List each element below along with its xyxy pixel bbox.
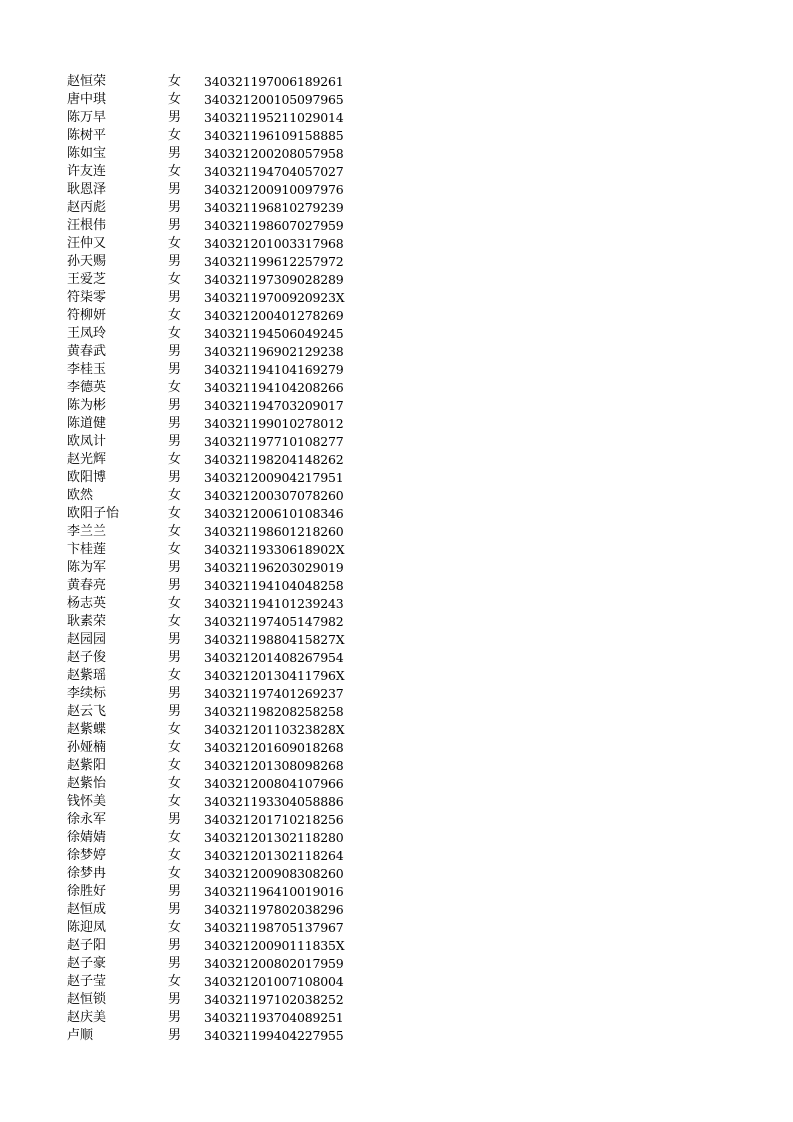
person-id-number: 34032120130411796X bbox=[204, 668, 345, 683]
person-sex: 男 bbox=[168, 902, 182, 917]
person-name: 欧阳子怡 bbox=[67, 506, 120, 521]
person-sex: 女 bbox=[168, 236, 182, 251]
person-sex: 男 bbox=[168, 992, 182, 1007]
person-name: 徐永军 bbox=[67, 812, 107, 827]
person-name: 耿恩泽 bbox=[67, 182, 107, 197]
table-row bbox=[67, 991, 387, 1009]
table-row bbox=[67, 325, 387, 343]
table-row bbox=[67, 883, 387, 901]
person-sex: 女 bbox=[168, 920, 182, 935]
table-row bbox=[67, 199, 387, 217]
table-row bbox=[67, 973, 387, 991]
person-sex: 女 bbox=[168, 614, 182, 629]
table-row bbox=[67, 937, 387, 955]
person-sex: 女 bbox=[168, 524, 182, 539]
person-name: 孙娅楠 bbox=[67, 740, 107, 755]
person-name: 杨志英 bbox=[67, 596, 107, 611]
person-sex: 男 bbox=[168, 416, 182, 431]
person-id-number: 340321197401269237 bbox=[204, 686, 344, 701]
person-name: 赵子莹 bbox=[67, 974, 107, 989]
person-sex: 男 bbox=[168, 884, 182, 899]
table-row bbox=[67, 109, 387, 127]
person-id-number: 340321198601218260 bbox=[204, 524, 344, 539]
person-name: 陈树平 bbox=[67, 128, 107, 143]
table-row bbox=[67, 163, 387, 181]
person-id-number: 340321198705137967 bbox=[204, 920, 344, 935]
person-id-number: 340321197802038296 bbox=[204, 902, 344, 917]
person-name: 赵紫瑶 bbox=[67, 668, 107, 683]
person-id-number: 340321199404227955 bbox=[204, 1028, 344, 1043]
person-name: 徐梦冉 bbox=[67, 866, 107, 881]
table-row bbox=[67, 91, 387, 109]
table-row bbox=[67, 685, 387, 703]
person-sex: 女 bbox=[168, 452, 182, 467]
person-id-number: 340321197309028289 bbox=[204, 272, 344, 287]
person-name: 黄春武 bbox=[67, 344, 107, 359]
person-sex: 女 bbox=[168, 74, 182, 89]
person-name: 卢顺 bbox=[67, 1028, 94, 1043]
table-row bbox=[67, 127, 387, 145]
person-name: 黄春亮 bbox=[67, 578, 107, 593]
person-id-number: 340321201302118280 bbox=[204, 830, 344, 845]
person-sex: 男 bbox=[168, 938, 182, 953]
person-id-number: 340321196810279239 bbox=[204, 200, 344, 215]
person-name: 欧然 bbox=[67, 488, 94, 503]
person-name: 赵紫阳 bbox=[67, 758, 107, 773]
person-list bbox=[67, 73, 387, 1045]
person-name: 汪根伟 bbox=[67, 218, 107, 233]
person-name: 赵云飞 bbox=[67, 704, 107, 719]
person-sex: 男 bbox=[168, 110, 182, 125]
person-id-number: 340321194704057027 bbox=[204, 164, 344, 179]
person-name: 赵丙彪 bbox=[67, 200, 107, 215]
table-row bbox=[67, 73, 387, 91]
person-sex: 男 bbox=[168, 218, 182, 233]
person-id-number: 340321193704089251 bbox=[204, 1010, 344, 1025]
person-name: 孙天赐 bbox=[67, 254, 107, 269]
person-sex: 女 bbox=[168, 488, 182, 503]
person-name: 赵子豪 bbox=[67, 956, 107, 971]
person-sex: 男 bbox=[168, 470, 182, 485]
person-id-number: 340321196203029019 bbox=[204, 560, 344, 575]
person-id-number: 340321200904217951 bbox=[204, 470, 344, 485]
table-row bbox=[67, 415, 387, 433]
table-row bbox=[67, 919, 387, 937]
person-name: 李桂玉 bbox=[67, 362, 107, 377]
person-sex: 男 bbox=[168, 434, 182, 449]
person-sex: 男 bbox=[168, 956, 182, 971]
table-row bbox=[67, 505, 387, 523]
table-row bbox=[67, 361, 387, 379]
person-sex: 女 bbox=[168, 758, 182, 773]
person-id-number: 340321197102038252 bbox=[204, 992, 344, 1007]
person-id-number: 340321200105097965 bbox=[204, 92, 344, 107]
person-name: 赵子阳 bbox=[67, 938, 107, 953]
person-sex: 男 bbox=[168, 398, 182, 413]
person-name: 赵恒荣 bbox=[67, 74, 107, 89]
table-row bbox=[67, 217, 387, 235]
person-name: 符柳妍 bbox=[67, 308, 107, 323]
table-row bbox=[67, 343, 387, 361]
table-row bbox=[67, 487, 387, 505]
person-id-number: 340321201408267954 bbox=[204, 650, 344, 665]
person-id-number: 340321200401278269 bbox=[204, 308, 344, 323]
person-id-number: 34032119330618902X bbox=[204, 542, 345, 557]
person-id-number: 340321200208057958 bbox=[204, 146, 344, 161]
person-sex: 男 bbox=[168, 290, 182, 305]
person-id-number: 340321199612257972 bbox=[204, 254, 344, 269]
table-row bbox=[67, 451, 387, 469]
person-id-number: 340321198204148262 bbox=[204, 452, 344, 467]
person-id-number: 340321194104169279 bbox=[204, 362, 344, 377]
person-name: 欧阳博 bbox=[67, 470, 107, 485]
person-id-number: 340321200307078260 bbox=[204, 488, 344, 503]
table-row bbox=[67, 523, 387, 541]
person-id-number: 340321194101239243 bbox=[204, 596, 344, 611]
person-sex: 女 bbox=[168, 128, 182, 143]
person-name: 徐婧婧 bbox=[67, 830, 107, 845]
table-row bbox=[67, 379, 387, 397]
person-name: 赵庆美 bbox=[67, 1010, 107, 1025]
person-name: 陈道健 bbox=[67, 416, 107, 431]
table-row bbox=[67, 847, 387, 865]
person-sex: 女 bbox=[168, 164, 182, 179]
person-sex: 男 bbox=[168, 182, 182, 197]
table-row bbox=[67, 703, 387, 721]
person-sex: 男 bbox=[168, 362, 182, 377]
person-sex: 女 bbox=[168, 776, 182, 791]
person-id-number: 340321194703209017 bbox=[204, 398, 344, 413]
person-sex: 女 bbox=[168, 668, 182, 683]
person-sex: 男 bbox=[168, 686, 182, 701]
person-name: 李兰兰 bbox=[67, 524, 107, 539]
person-id-number: 340321201003317968 bbox=[204, 236, 344, 251]
person-id-number: 340321200908308260 bbox=[204, 866, 344, 881]
table-row bbox=[67, 541, 387, 559]
person-name: 赵恒成 bbox=[67, 902, 107, 917]
person-id-number: 340321198208258258 bbox=[204, 704, 344, 719]
person-sex: 女 bbox=[168, 542, 182, 557]
person-id-number: 340321200804107966 bbox=[204, 776, 344, 791]
person-sex: 女 bbox=[168, 308, 182, 323]
table-row bbox=[67, 1027, 387, 1045]
person-name: 陈为军 bbox=[67, 560, 107, 575]
person-id-number: 340321194104048258 bbox=[204, 578, 344, 593]
person-id-number: 34032119700920923X bbox=[204, 290, 345, 305]
person-id-number: 340321201302118264 bbox=[204, 848, 344, 863]
person-sex: 女 bbox=[168, 326, 182, 341]
table-row bbox=[67, 181, 387, 199]
table-row bbox=[67, 775, 387, 793]
person-name: 徐胜好 bbox=[67, 884, 107, 899]
person-id-number: 34032120090111835X bbox=[204, 938, 345, 953]
person-name: 欧凤计 bbox=[67, 434, 107, 449]
table-row bbox=[67, 1009, 387, 1027]
person-sex: 男 bbox=[168, 146, 182, 161]
person-sex: 男 bbox=[168, 812, 182, 827]
person-id-number: 340321195211029014 bbox=[204, 110, 344, 125]
person-sex: 男 bbox=[168, 344, 182, 359]
person-id-number: 340321200610108346 bbox=[204, 506, 344, 521]
table-row bbox=[67, 469, 387, 487]
person-id-number: 340321196109158885 bbox=[204, 128, 344, 143]
person-id-number: 340321198607027959 bbox=[204, 218, 344, 233]
table-row bbox=[67, 721, 387, 739]
table-row bbox=[67, 649, 387, 667]
table-row bbox=[67, 559, 387, 577]
person-id-number: 340321196902129238 bbox=[204, 344, 344, 359]
table-row bbox=[67, 289, 387, 307]
person-name: 陈如宝 bbox=[67, 146, 107, 161]
table-row bbox=[67, 631, 387, 649]
person-id-number: 340321197006189261 bbox=[204, 74, 344, 89]
person-sex: 女 bbox=[168, 380, 182, 395]
person-sex: 男 bbox=[168, 650, 182, 665]
person-id-number: 340321201609018268 bbox=[204, 740, 344, 755]
person-name: 陈万早 bbox=[67, 110, 107, 125]
person-sex: 女 bbox=[168, 794, 182, 809]
table-row bbox=[67, 901, 387, 919]
table-row bbox=[67, 145, 387, 163]
table-row bbox=[67, 307, 387, 325]
table-row bbox=[67, 235, 387, 253]
person-id-number: 340321199010278012 bbox=[204, 416, 344, 431]
person-sex: 男 bbox=[168, 1028, 182, 1043]
table-row bbox=[67, 613, 387, 631]
person-sex: 女 bbox=[168, 596, 182, 611]
person-id-number: 34032120110323828X bbox=[204, 722, 345, 737]
table-row bbox=[67, 955, 387, 973]
person-name: 李续标 bbox=[67, 686, 107, 701]
person-id-number: 340321200802017959 bbox=[204, 956, 344, 971]
table-row bbox=[67, 397, 387, 415]
person-sex: 女 bbox=[168, 740, 182, 755]
table-row bbox=[67, 595, 387, 613]
person-sex: 女 bbox=[168, 830, 182, 845]
person-name: 李德英 bbox=[67, 380, 107, 395]
person-id-number: 340321194506049245 bbox=[204, 326, 344, 341]
person-name: 徐梦婷 bbox=[67, 848, 107, 863]
person-name: 汪仲又 bbox=[67, 236, 107, 251]
person-name: 赵紫怡 bbox=[67, 776, 107, 791]
table-row bbox=[67, 757, 387, 775]
person-sex: 女 bbox=[168, 974, 182, 989]
person-id-number: 340321194104208266 bbox=[204, 380, 344, 395]
person-name: 钱怀美 bbox=[67, 794, 107, 809]
person-sex: 男 bbox=[168, 560, 182, 575]
person-name: 陈迎凤 bbox=[67, 920, 107, 935]
person-sex: 男 bbox=[168, 200, 182, 215]
person-sex: 女 bbox=[168, 848, 182, 863]
person-id-number: 340321193304058886 bbox=[204, 794, 344, 809]
table-row bbox=[67, 739, 387, 757]
person-id-number: 340321201710218256 bbox=[204, 812, 344, 827]
person-sex: 男 bbox=[168, 578, 182, 593]
person-sex: 男 bbox=[168, 254, 182, 269]
person-name: 卞桂莲 bbox=[67, 542, 107, 557]
person-sex: 男 bbox=[168, 1010, 182, 1025]
person-sex: 女 bbox=[168, 506, 182, 521]
table-row bbox=[67, 433, 387, 451]
person-id-number: 340321196410019016 bbox=[204, 884, 344, 899]
person-sex: 女 bbox=[168, 272, 182, 287]
person-name: 许友连 bbox=[67, 164, 107, 179]
person-name: 耿素荣 bbox=[67, 614, 107, 629]
person-sex: 女 bbox=[168, 92, 182, 107]
person-sex: 女 bbox=[168, 722, 182, 737]
person-name: 符柒零 bbox=[67, 290, 107, 305]
person-name: 赵恒锁 bbox=[67, 992, 107, 1007]
table-row bbox=[67, 811, 387, 829]
table-row bbox=[67, 271, 387, 289]
person-name: 赵子俊 bbox=[67, 650, 107, 665]
person-id-number: 34032119880415827X bbox=[204, 632, 345, 647]
person-name: 赵紫蝶 bbox=[67, 722, 107, 737]
person-id-number: 340321197405147982 bbox=[204, 614, 344, 629]
person-name: 赵光辉 bbox=[67, 452, 107, 467]
person-sex: 男 bbox=[168, 704, 182, 719]
person-id-number: 340321201007108004 bbox=[204, 974, 344, 989]
table-row bbox=[67, 829, 387, 847]
person-id-number: 340321197710108277 bbox=[204, 434, 344, 449]
person-sex: 男 bbox=[168, 632, 182, 647]
person-id-number: 340321201308098268 bbox=[204, 758, 344, 773]
table-row bbox=[67, 577, 387, 595]
person-name: 陈为彬 bbox=[67, 398, 107, 413]
table-row bbox=[67, 793, 387, 811]
person-name: 赵园园 bbox=[67, 632, 107, 647]
table-row bbox=[67, 253, 387, 271]
table-row bbox=[67, 667, 387, 685]
person-id-number: 340321200910097976 bbox=[204, 182, 344, 197]
person-name: 唐中琪 bbox=[67, 92, 107, 107]
person-sex: 女 bbox=[168, 866, 182, 881]
person-name: 王爱芝 bbox=[67, 272, 107, 287]
person-name: 王凤玲 bbox=[67, 326, 107, 341]
table-row bbox=[67, 865, 387, 883]
